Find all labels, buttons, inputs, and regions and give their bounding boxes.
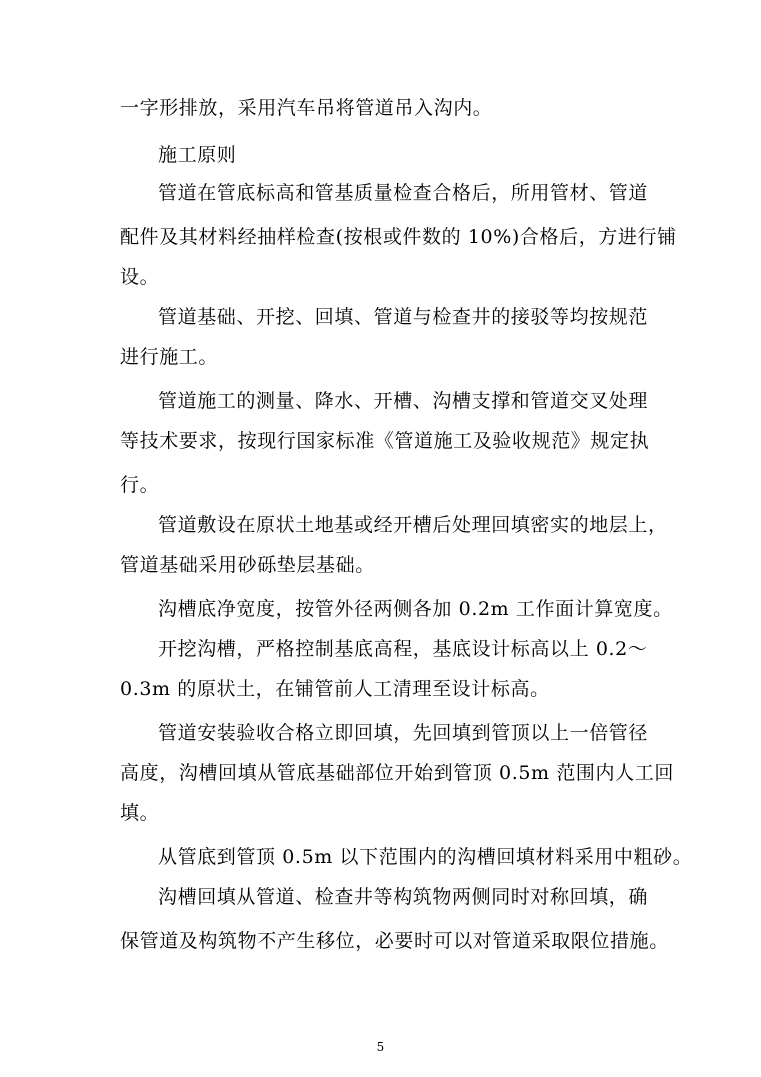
- text-line: 高度，沟槽回填从管底基础部位开始到管顶 0.5m 范围内人工回: [120, 762, 674, 784]
- text-line: 等技术要求，按现行国家标准《管道施工及验收规范》规定执: [120, 430, 650, 452]
- page-number: 5: [376, 1040, 385, 1054]
- text-line: 管道在管底标高和管基质量检查合格后，所用管材、管道: [158, 182, 649, 204]
- section-heading: 施工原则: [158, 144, 237, 166]
- text-line: 沟槽底净宽度，按管外径两侧各加 0.2m 工作面计算宽度。: [158, 598, 673, 620]
- text-line: 管道基础、开挖、回填、管道与检查井的接驳等均按规范: [158, 306, 649, 328]
- text-line: 一字形排放，采用汽车吊将管道吊入沟内。: [120, 97, 493, 119]
- text-line: 管道安装验收合格立即回填，先回填到管顶以上一倍管径: [158, 722, 649, 744]
- text-line: 开挖沟槽，严格控制基底高程，基底设计标高以上 0.2～: [158, 638, 648, 660]
- text-line: 填。: [120, 802, 160, 824]
- text-line: 行。: [120, 474, 160, 496]
- text-line: 从管底到管顶 0.5m 以下范围内的沟槽回填材料采用中粗砂。: [158, 846, 693, 868]
- text-line: 管道敷设在原状土地基或经开槽后处理回填密实的地层上，: [158, 514, 668, 536]
- text-line: 配件及其材料经抽样检查(按根或件数的 10%)合格后，方进行铺: [120, 226, 677, 248]
- text-line: 进行施工。: [120, 346, 219, 368]
- text-line: 0.3m 的原状土，在铺管前人工清理至设计标高。: [120, 678, 550, 700]
- text-line: 管道施工的测量、降水、开槽、沟槽支撑和管道交叉处理: [158, 390, 649, 412]
- text-line: 沟槽回填从管道、检查井等构筑物两侧同时对称回填，确: [158, 886, 649, 908]
- text-line: 设。: [120, 266, 160, 288]
- text-line: 管道基础采用砂砾垫层基础。: [120, 554, 375, 576]
- text-line: 保管道及构筑物不产生移位，必要时可以对管道采取限位措施。: [120, 930, 669, 952]
